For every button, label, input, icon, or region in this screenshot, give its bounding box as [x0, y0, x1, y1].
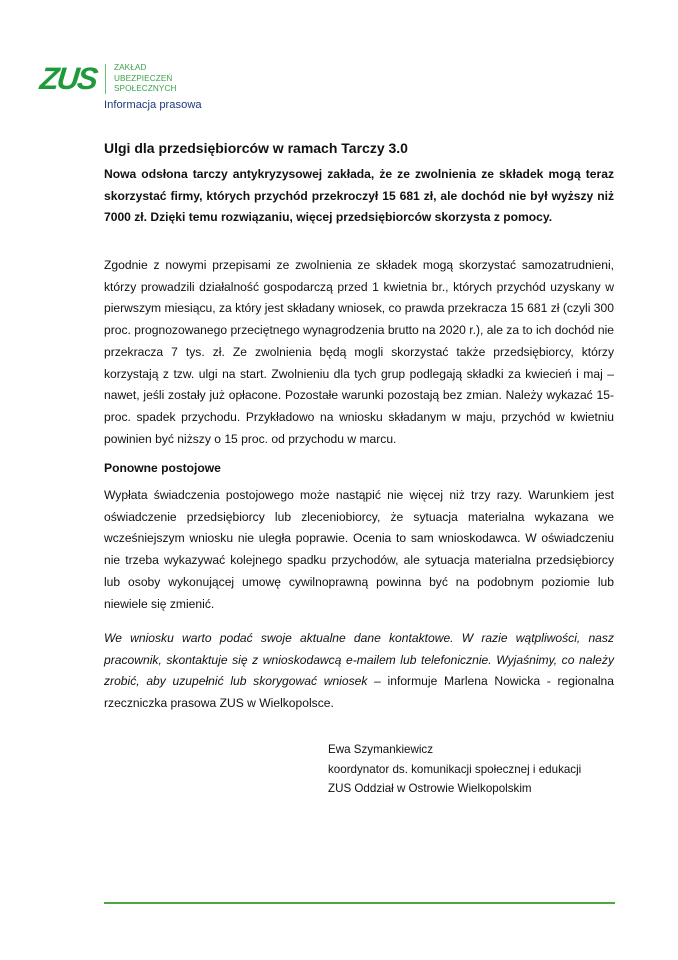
signature-name: Ewa Szymankiewicz — [328, 743, 434, 756]
logo-line: SPOŁECZNYCH — [114, 84, 177, 94]
article-quote-paragraph — [104, 628, 614, 715]
quote-text: We wniosku warto podać swoje aktualne dane kontaktowe. W razie wątpliwości, nasz pracownik, skontaktuje się z wnioskodawcą e-mailem lub telefonicznie. Wyjaśnimy, co należy zrobić, aby uzupełnić lub skorygować wniosek — [104, 631, 614, 689]
zus-logo-mark: ZUS — [38, 61, 98, 96]
logo-divider — [105, 64, 106, 94]
zus-logo — [40, 62, 177, 96]
article-lead: Nowa odsłona tarczy antykryzysowej zakłada, że ze zwolnienia ze składek mogą teraz skorzystać firmy, których przychód przekroczył 15 681 zł, ale dochód nie był wyższy niż 7000 zł. Dzięki temu rozwiązaniu, więcej przedsiębiorców skorzysta z pomocy. — [104, 167, 614, 225]
document-type-label: Informacja prasowa — [104, 99, 202, 111]
footer-divider — [104, 902, 615, 904]
section-heading: Ponowne postojowe — [104, 461, 221, 475]
signature-block — [328, 740, 581, 799]
logo-line: UBEZPIECZEŃ — [114, 73, 173, 83]
signature-office: ZUS Oddział w Ostrowie Wielkopolskim — [328, 782, 532, 795]
quote-attribution: – informuje Marlena Nowicka - regionalna rzeczniczka prasowa ZUS w Wielkopolsce. — [104, 674, 615, 711]
article-paragraph: Zgodnie z nowymi przepisami ze zwolnienia ze składek mogą skorzystać samozatrudnieni, którzy prowadzili działalność gospodarczą przed 1 kwietnia br., których przychód uzyskany w pierwszym miesiącu, za który jest składany wniosek, co prawda przekracza 15 681 zł (czyli 300 proc. prognozowanego przeciętnego wynagrodzenia brutto na 2020 r.), ale za to ich dochód nie przekracza 7 tys. zł. Ze zwolnienia będą mogli skorzystać także przedsiębiorcy, którzy korzystają z tzw. ulgi na start. Zwolnieniu dla tych grup podlegają składki za kwiecień i maj – nawet, jeśli zostały już opłacone. Pozostałe warunki pozostają bez zmian. Należy wykazać 15-proc. spadek przychodu. Przykładowo na wniosku składanym w maju, przychód w kwietniu powinien być niższy o 15 proc. od przychodu w marcu. — [104, 258, 614, 446]
logo-text — [114, 63, 177, 95]
article-paragraph: Wypłata świadczenia postojowego może nastąpić nie więcej niż trzy razy. Warunkiem jest oświadczenie przedsiębiorcy lub zleceniobiorcy, że sytuacja materialna wykazana we wcześniejszym wniosku nie uległa poprawie. Ocenia to sam wnioskodawca. W oświadczeniu nie trzeba wykazywać kolejnego spadku przychodów, ale sytuacja materialna przedsiębiorcy lub osoby wykonującej umowę cywilnoprawną powinna być na podobnym poziomie lub niewiele się zmienić. — [104, 488, 614, 611]
article-title: Ulgi dla przedsiębiorców w ramach Tarczy 3.0 — [104, 140, 408, 156]
logo-line: ZAKŁAD — [114, 63, 147, 73]
signature-role: koordynator ds. komunikacji społecznej i edukacji — [328, 762, 582, 776]
